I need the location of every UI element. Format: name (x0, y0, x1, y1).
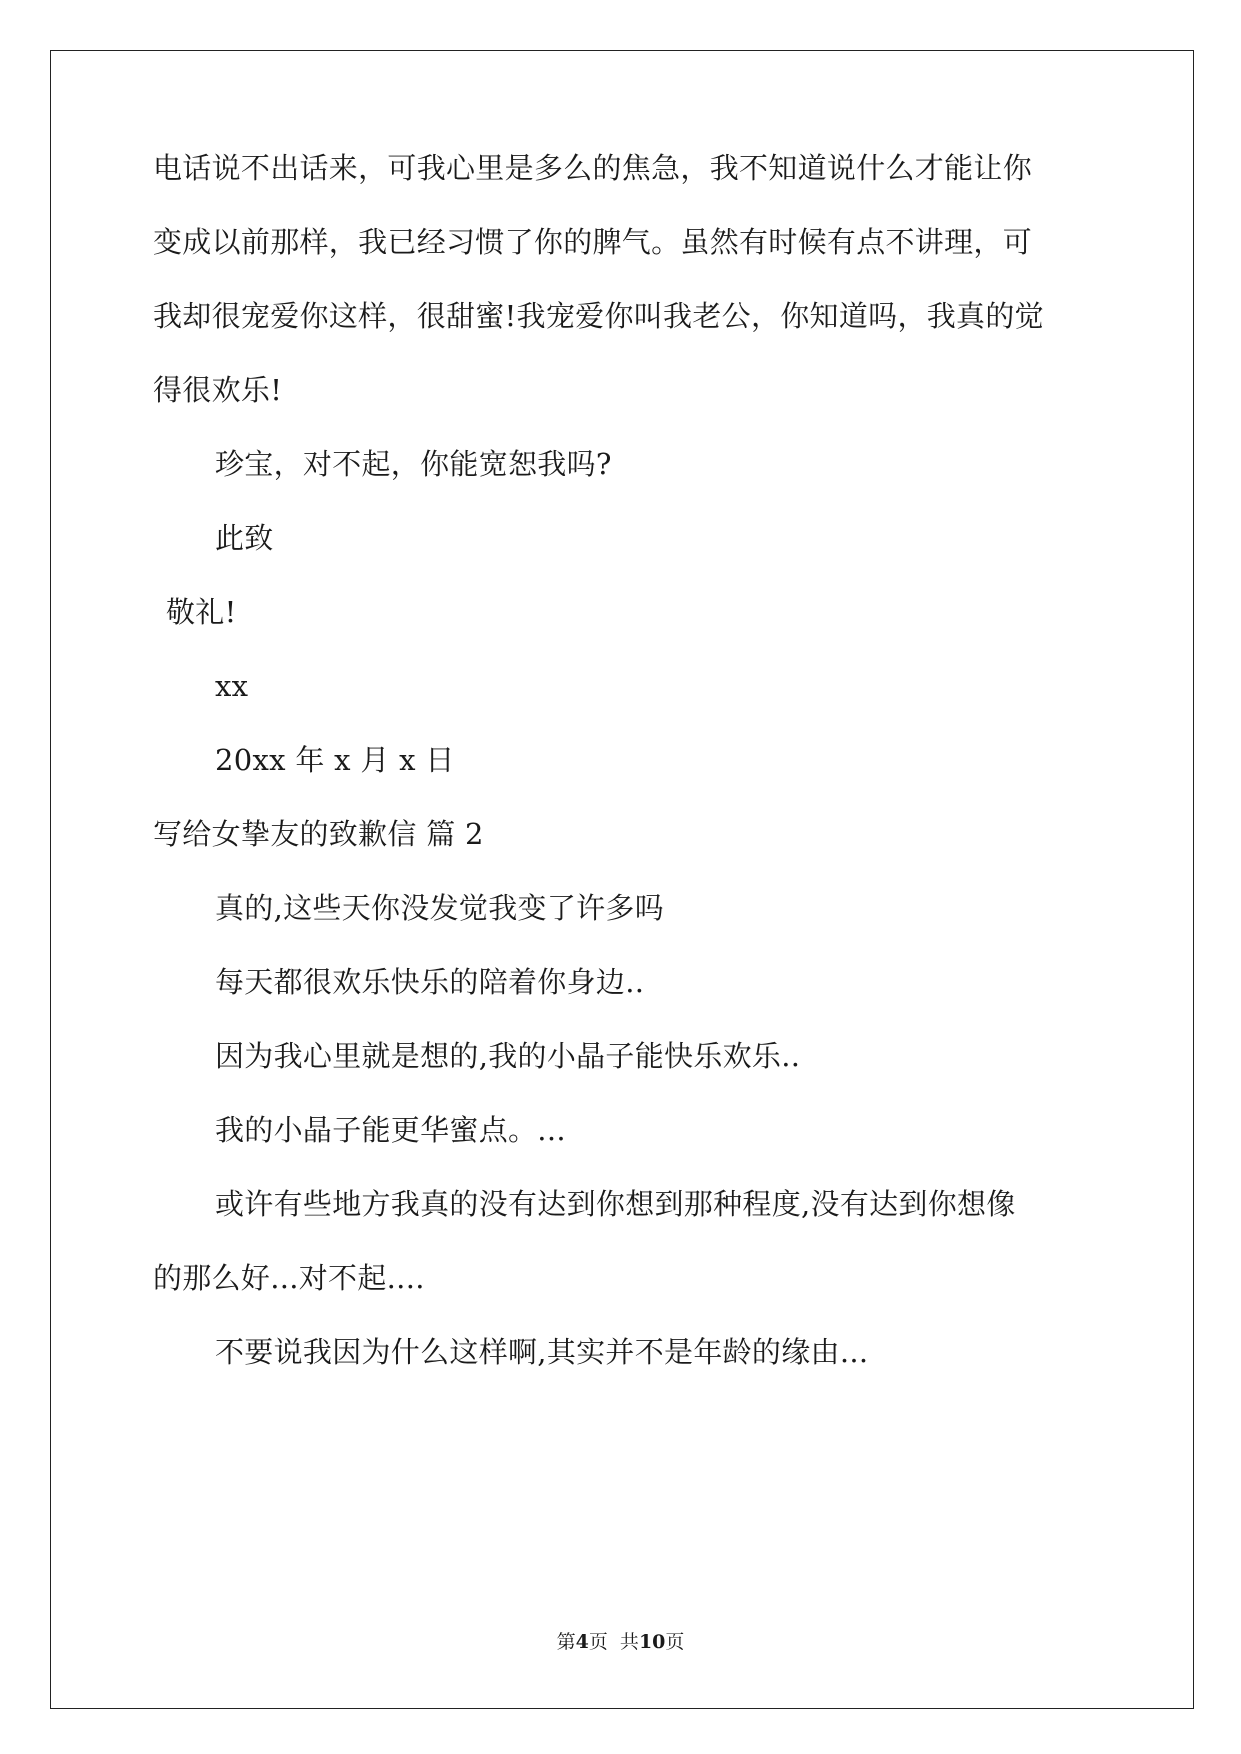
salutation: 敬礼! (166, 595, 237, 629)
footer-suffix: 页 (665, 1631, 685, 1653)
date: 20xx 年 x 月 x 日 (215, 743, 455, 777)
letter2-paragraph-5-line-2: 的那么好...对不起.... (153, 1261, 425, 1295)
page-footer (0, 1630, 1241, 1654)
letter2-paragraph-3: 因为我心里就是想的,我的小晶子能快乐欢乐.. (215, 1039, 801, 1073)
letter2-paragraph-1: 真的,这些天你没发觉我变了许多吗 (215, 891, 665, 925)
section-heading: 写给女挚友的致歉信 篇 2 (153, 817, 484, 851)
letter2-paragraph-4: 我的小晶子能更华蜜点。... (215, 1113, 566, 1147)
letter2-paragraph-6: 不要说我因为什么这样啊,其实并不是年龄的缘由... (215, 1335, 869, 1369)
paragraph-line-4: 得很欢乐! (153, 373, 283, 407)
apology-question: 珍宝，对不起，你能宽恕我吗? (215, 447, 612, 481)
letter2-paragraph-5-line-1: 或许有些地方我真的没有达到你想到那种程度,没有达到你想像 (215, 1187, 1016, 1221)
letter2-paragraph-2: 每天都很欢乐快乐的陪着你身边.. (215, 965, 645, 999)
paragraph-line-1: 电话说不出话来，可我心里是多么的焦急，我不知道说什么才能让你 (153, 151, 1033, 185)
paragraph-line-2: 变成以前那样，我已经习惯了你的脾气。虽然有时候有点不讲理，可 (153, 225, 1033, 259)
footer-mid: 页 共 (588, 1631, 639, 1653)
current-page-number: 4 (575, 1631, 589, 1653)
closing: 此致 (215, 521, 274, 555)
paragraph-line-3: 我却很宠爱你这样，很甜蜜!我宠爱你叫我老公，你知道吗，我真的觉 (153, 299, 1044, 333)
total-pages-number: 10 (638, 1631, 666, 1653)
footer-prefix: 第 (556, 1631, 576, 1653)
signature: xx (215, 669, 249, 703)
